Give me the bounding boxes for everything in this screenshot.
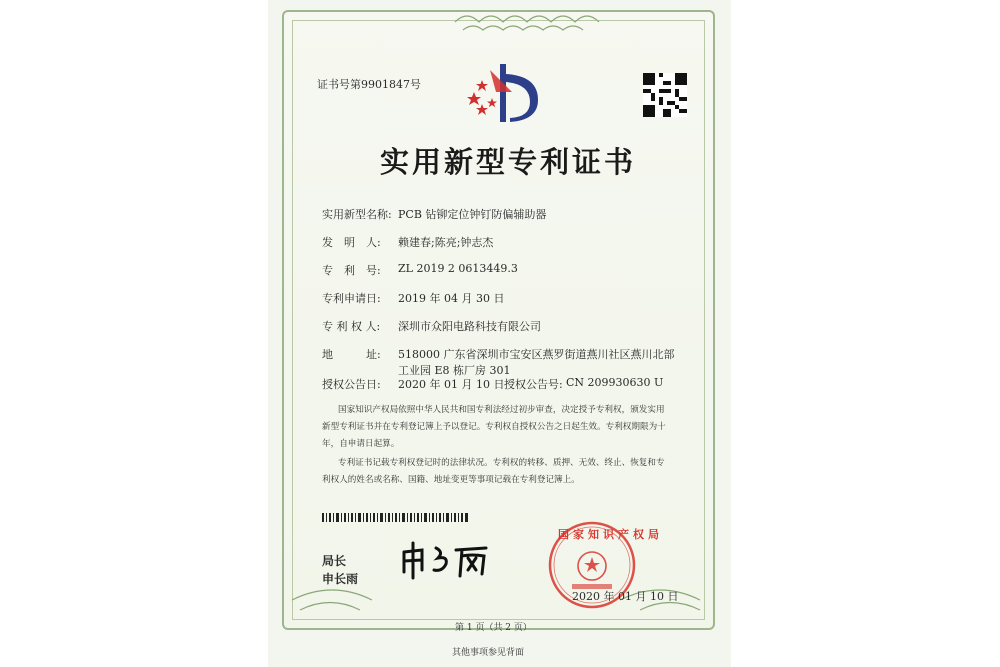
director-name: 申长雨 [322,572,359,586]
certificate-title: 实用新型专利证书 [380,145,637,179]
patent-number-label: 专 利 号: [322,264,381,277]
inventor-value: 赖建春;陈亮;钟志杰 [398,236,494,249]
paragraph-1-line: 新型专利证书并在专利登记簿上予以登记。专利权自授权公告之日起生效。专利权期限为十 [322,422,666,432]
name-value: PCB 钻铆定位钟钉防偏辅助器 [398,208,547,221]
grant-number-label: 授权公告号: [504,378,563,391]
patentee-value: 深圳市众阳电路科技有限公司 [398,320,541,333]
filing-date-label: 专利申请日: [322,292,381,305]
seal-date: 2020 年 01 月 10 日 [572,590,679,603]
grant-number-value: CN 209930630 U [566,376,664,389]
barcode-icon [322,513,470,522]
address-line-2: 工业园 E8 栋厂房 301 [398,364,511,377]
director-signature-icon [398,540,493,580]
paragraph-1-line: 年，自申请日起算。 [322,439,400,449]
inventor-label: 发 明 人: [322,236,381,249]
certificate-number: 证书号第9901847号 [317,78,421,91]
patentee-label: 专 利 权 人: [322,320,381,333]
address-label: 地 址: [322,348,381,361]
grant-date-label: 授权公告日: [322,378,381,391]
paragraph-2-line: 利权人的姓名或名称、国籍、地址变更等事项记载在专利登记簿上。 [322,475,580,485]
paragraph-2-line: 专利证书记载专利权登记时的法律状况。专利权的转移、质押、无效、终止、恢复和专 [338,458,665,468]
address-line-1: 518000 广东省深圳市宝安区燕罗街道燕川社区燕川北部 [398,348,675,361]
seal-text: 国家知识产权局 [558,528,663,541]
patent-number-value: ZL 2019 2 0613449.3 [398,262,518,275]
page-number: 第 1 页（共 2 页） [455,623,532,633]
director-title: 局长 [322,554,347,568]
name-label: 实用新型名称: [322,208,392,221]
paragraph-1-line: 国家知识产权局依照中华人民共和国专利法经过初步审查，决定授予专利权，颁发实用 [338,405,665,415]
filing-date-value: 2019 年 04 月 30 日 [398,292,505,305]
qr-code-icon [643,73,687,117]
cnipa-logo-icon [460,62,552,124]
grant-date-value: 2020 年 01 月 10 日 [398,378,505,391]
footer-note: 其他事项参见背面 [452,648,525,658]
